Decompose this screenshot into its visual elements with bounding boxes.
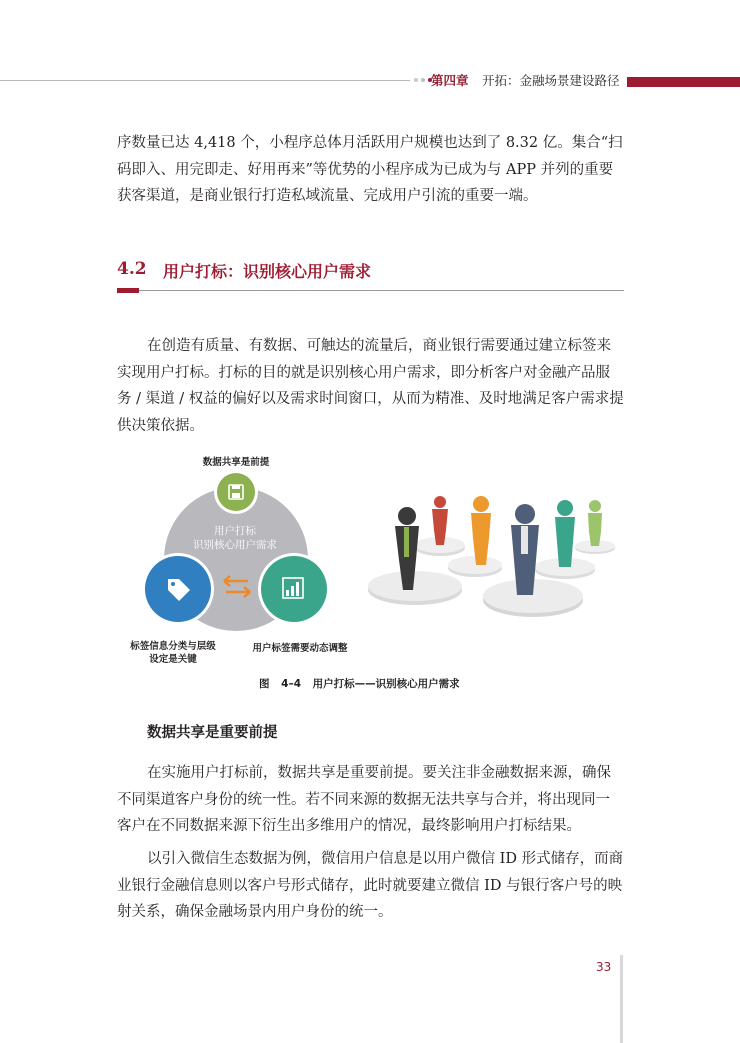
figure-right-label: 用户标签需要动态调整 (252, 643, 348, 654)
center-line-1: 用户打标 (214, 525, 256, 537)
section-number: 4.2 (117, 259, 147, 279)
left-label-line-2: 设定是关键 (149, 654, 197, 665)
text-line: 在实施用户打标前，数据共享是重要前提。要关注非金融数据来源，确保 (147, 765, 611, 781)
header-accent-bar (627, 77, 740, 87)
body-paragraph-2 (117, 846, 627, 926)
text-line: 不同渠道客户身份的统一性。若不同来源的数据无法共享与合并，将出现同一 (117, 791, 610, 808)
subheading: 数据共享是重要前提 (147, 725, 278, 741)
figure-top-label: 数据共享是前提 (202, 457, 270, 468)
center-line-2: 识别核心用户需求 (193, 539, 277, 551)
page-side-rule (620, 955, 623, 1043)
text-line: 以引入微信生态数据为例，微信用户信息是以用户微信 ID 形式储存，而商 (147, 851, 624, 867)
left-label-line-1: 标签信息分类与层级 (130, 641, 216, 652)
body-paragraph-1 (117, 760, 627, 840)
intro-paragraph (117, 130, 627, 210)
text-line: 供决策依据。 (117, 417, 204, 434)
person-figure-orange (471, 496, 491, 565)
text-line: 业银行金融信息则以客户号形式储存，此时就要建立微信 ID 与银行客户号的映 (117, 877, 623, 894)
user-tagging-diagram (130, 466, 345, 646)
top-circle (217, 473, 255, 511)
header-rule (0, 80, 410, 81)
text-line: 射关系，确保金融场景内用户身份的统一。 (117, 904, 393, 920)
text-line: 实现用户打标。打标的目的就是识别核心用户需求，即分析客户对金融产品服 (117, 364, 610, 381)
text-line: 获客渠道，是商业银行打造私域流量、完成用户引流的重要一端。 (117, 188, 538, 204)
person-figure-green (588, 500, 602, 546)
figure-caption: 图 4–4 用户打标——识别核心用户需求 (259, 678, 460, 690)
text-line: 序数量已达 4,418 个，小程序总体月活跃用户规模也达到了 8.32 亿。集合“扫 (117, 135, 623, 151)
page-number: 33 (596, 960, 612, 974)
text-line: 在创造有质量、有数据、可触达的流量后，商业银行需要通过建立标签来 (147, 338, 611, 354)
text-line: 务 / 渠道 / 权益的偏好以及需求时间窗口，从而为精准、及时地满足客户需求提 (117, 391, 624, 407)
header-title: 开拓：金融场景建设路径 (482, 73, 620, 88)
section-title: 用户打标：识别核心用户需求 (163, 262, 372, 281)
person-figure-teal (555, 500, 575, 567)
section-paragraph (117, 333, 627, 439)
text-line: 客户在不同数据来源下衍生出多维用户的情况，最终影响用户打标结果。 (117, 818, 581, 834)
figure-center-text (180, 524, 290, 552)
section-rule (117, 290, 624, 291)
section-accent-mark (117, 288, 139, 293)
text-line: 码即入、用完即走、好用再来”等优势的小程序成为已成为与 APP 并列的重要 (117, 161, 614, 178)
figure-left-label (118, 640, 228, 666)
users-illustration (355, 490, 625, 620)
header-chapter: 第四章 (431, 73, 469, 88)
